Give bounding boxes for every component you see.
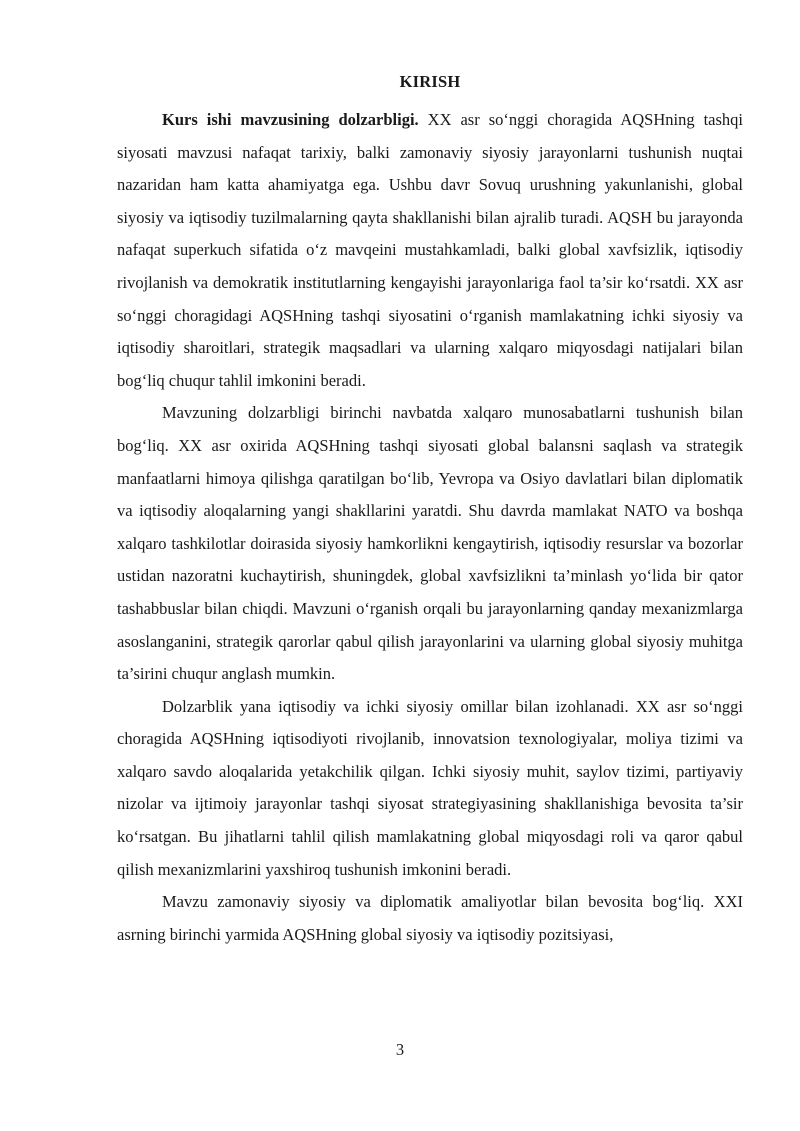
- document-page: [117, 72, 743, 951]
- page-number: 3: [395, 1040, 405, 1059]
- paragraph-international-relations: Mavzuning dolzarbligi birinchi navbatda xalqaro munosabatlarni tushunish bilan bog‘liq. XX asr oxirida AQSHning tashqi siyosati global balansni saqlash va strategik manfaatlarni himoya qilishga qaratilgan bo‘lib, Yevropa va Osiyo davlatlari bilan diplomatik va iqtisodiy aloqalarning yangi shakllarini yaratdi. Shu davrda mamlakat NATO va boshqa xalqaro tashkilotlar doirasida siyosiy hamkorlikni kengaytirish, iqtisodiy resurslar va bozorlar ustidan nazoratni kuchaytirish, shuningdek, global xavfsizlikni ta’minlash yo‘lida bir qator tashabbuslar bilan chiqdi. Mavzuni o‘rganish orqali bu jarayonlarning qanday mexanizmlarga asoslanganini, strategik qarorlar qabul qilish jarayonlarini va ularning global siyosiy muhitga ta’sirini chuqur anglash mumkin.: [117, 403, 743, 684]
- paragraph-text: XX asr so‘nggi choragida AQSHning tashqi siyosati mavzusi nafaqat tarixiy, balki zamonaviy siyosiy jarayonlarni tushunish nuqtai nazaridan ham katta ahamiyatga ega. Ushbu davr Sovuq urushning yakunlanishi, global siyosiy va iqtisodiy tuzilmalarning qayta shakllanishi bilan ajralib turadi. AQSH bu jarayonda nafaqat superkuch sifatida o‘z mavqeini mustahkamladi, balki global xavfsizlik, iqtisodiy rivojlanish va demokratik institutlarning kengayishi jarayonlariga faol ta’sir ko‘rsatdi. XX asr so‘nggi choragidagi AQSHning tashqi siyosatini o‘rganish mamlakatning ichki siyosiy va iqtisodiy sharoitlari, strategik maqsadlari va ularning xalqaro miqyosdagi natijalari bilan bog‘liq chuqur tahlil imkonini beradi.: [117, 110, 743, 390]
- paragraph-lead: Kurs ishi mavzusining dolzarbligi.: [162, 110, 419, 129]
- paragraph-modern-practice: Mavzu zamonaviy siyosiy va diplomatik amaliyotlar bilan bevosita bog‘liq. XXI asrning birinchi yarmida AQSHning global siyosiy va iqtisodiy pozitsiyasi,: [117, 892, 743, 944]
- paragraph-economic-factors: Dolzarblik yana iqtisodiy va ichki siyosiy omillar bilan izohlanadi. XX asr so‘nggi choragida AQSHning iqtisodiyoti rivojlanib, innovatsion texnologiyalar, moliya tizimi va xalqaro savdo aloqalarida yetakchilik qilgan. Ichki siyosiy muhit, saylov tizimi, partiyaviy nizolar va ijtimoiy jarayonlar tashqi siyosat strategiyasining shakllanishiga bevosita ta’sir ko‘rsatgan. Bu jihatlarni tahlil qilish mamlakatning global miqyosdagi roli va qaror qabul qilish mexanizmlarini yaxshiroq tushunish imkonini beradi.: [117, 696, 743, 879]
- paragraph-relevance-intro: [117, 104, 743, 397]
- section-heading: KIRISH: [399, 72, 461, 91]
